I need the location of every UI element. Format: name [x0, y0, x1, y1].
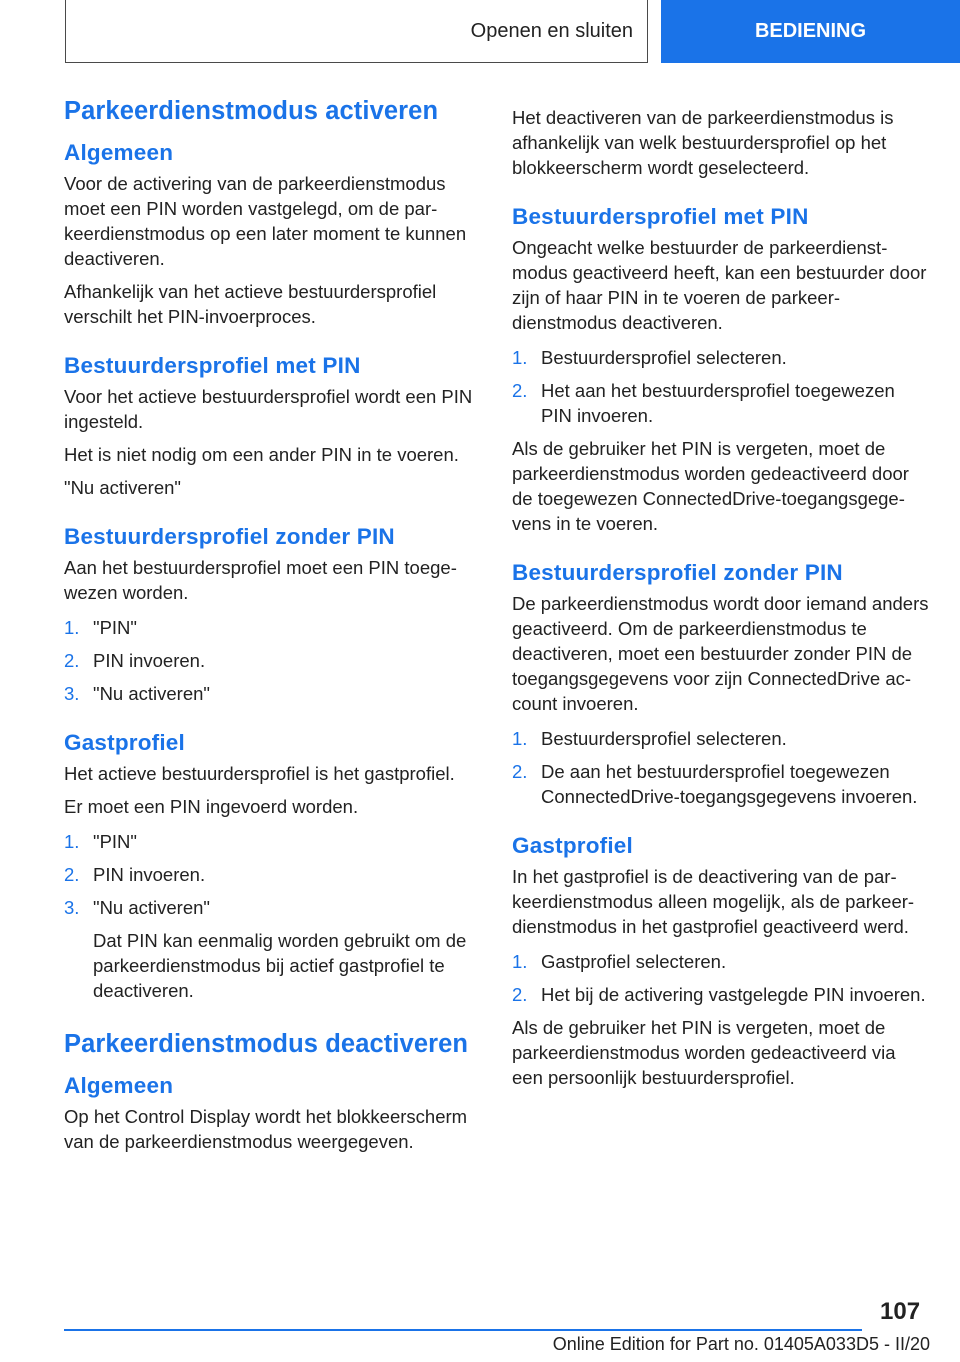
- step-number: 1.: [64, 830, 80, 852]
- paragraph: Afhankelijk van het actieve bestuurdersprofiel verschilt het PIN-invoerproces.: [64, 280, 437, 327]
- right-column: [512, 96, 930, 1098]
- heading-general: Algemeen: [64, 139, 174, 165]
- step-number: 2.: [64, 649, 80, 671]
- step-text: "Nu activeren": [93, 896, 210, 918]
- list-item: [512, 949, 930, 974]
- paragraph: Aan het bestuurdersprofiel moet een PIN toegewezen worden.: [64, 556, 457, 603]
- step-text: PIN invoeren.: [93, 863, 206, 885]
- list-item: [512, 726, 930, 751]
- footer-divider: [64, 1329, 862, 1331]
- step-text: "Nu activeren": [93, 682, 210, 704]
- list-item: [512, 345, 930, 370]
- step-text: Bestuurdersprofiel selecteren.: [541, 347, 787, 368]
- paragraph: In het gastprofiel is de deactivering van de parkeerdienstmodus alleen mogelijk, als de parkeerdienstmodus in het gastprofiel geactiveerd werd.: [512, 866, 915, 937]
- list-item: [64, 862, 484, 887]
- paragraph: Er moet een PIN ingevoerd worden.: [64, 795, 359, 817]
- step-text: "PIN": [93, 830, 137, 852]
- step-list: [512, 949, 930, 1007]
- paragraph: De parkeerdienstmodus wordt door iemand anders geactiveerd. Om de parkeerdienstmodus te deactiveren, moet een bestuurder zonder PIN de toegangsgegevens voor zijn ConnectedDrive account invoeren.: [512, 593, 929, 714]
- heading-guest-profile: Gastprofiel: [512, 833, 633, 858]
- chapter-title: Openen en sluiten: [470, 19, 633, 42]
- list-item: [64, 681, 484, 706]
- left-column: [64, 96, 484, 1162]
- paragraph: Als de gebruiker het PIN is vergeten, moet de parkeerdienstmodus worden gedeactiveerd via een persoonlijk bestuurdersprofiel.: [512, 1017, 896, 1088]
- paragraph: Als de gebruiker het PIN is vergeten, moet de parkeerdienstmodus worden gedeactiveerd door de toegewezen ConnectedDrive-toegangsgegevens in te voeren.: [512, 438, 909, 534]
- step-text: Het bij de activering vastgelegde PIN invoeren.: [541, 984, 926, 1005]
- list-item: [512, 378, 930, 428]
- paragraph: Voor het actieve bestuurdersprofiel wordt een PIN ingesteld.: [64, 385, 473, 432]
- step-number: 3.: [64, 896, 80, 918]
- step-number: 1.: [512, 951, 528, 972]
- step-number: 2.: [512, 761, 528, 782]
- step-text: Gastprofiel selecteren.: [541, 951, 727, 972]
- step-list: [64, 615, 484, 706]
- section-tab: [661, 0, 960, 63]
- footer-edition: Online Edition for Part no. 01405A033D5 - II/20: [552, 1334, 930, 1354]
- heading-guest-profile: Gastprofiel: [64, 729, 185, 755]
- step-text: De aan het bestuurdersprofiel toegewezen ConnectedDrive-toegangsgegevens invoeren.: [541, 761, 918, 807]
- paragraph: Op het Control Display wordt het blokkeerscherm van de parkeerdienstmodus weergegeven.: [64, 1105, 468, 1152]
- heading-activate: Parkeerdienstmodus activeren: [64, 97, 439, 125]
- heading-profile-without-pin: Bestuurdersprofiel zonder PIN: [64, 523, 395, 549]
- step-number: 1.: [64, 616, 80, 638]
- list-item: [64, 829, 484, 854]
- paragraph: Ongeacht welke bestuurder de parkeerdienstmodus geactiveerd heeft, kan een bestuurder door zijn of haar PIN in te voeren de parkeerdienstmodus deactiveren.: [512, 237, 927, 333]
- list-item: [512, 759, 930, 809]
- step-text: Het aan het bestuurdersprofiel toegewezen PIN invoeren.: [541, 380, 895, 426]
- step-list: [512, 345, 930, 428]
- heading-profile-with-pin: Bestuurdersprofiel met PIN: [512, 204, 809, 229]
- step-text: "PIN": [93, 616, 137, 638]
- heading-profile-with-pin: Bestuurdersprofiel met PIN: [64, 352, 361, 378]
- heading-profile-without-pin: Bestuurdersprofiel zonder PIN: [512, 560, 843, 585]
- paragraph: Het deactiveren van de parkeerdienstmodus is afhankelijk van welk bestuurdersprofiel op het blokkeerscherm wordt geselecteerd.: [512, 107, 894, 178]
- step-number: 1.: [512, 728, 528, 749]
- list-item: [64, 648, 484, 673]
- step-list: [512, 726, 930, 809]
- list-item: [64, 895, 484, 1003]
- step-list: [64, 829, 484, 1003]
- step-number: 3.: [64, 682, 80, 704]
- page-number: 107: [880, 1298, 921, 1325]
- paragraph: Het actieve bestuurdersprofiel is het gastprofiel.: [64, 762, 455, 784]
- step-number: 1.: [512, 347, 528, 368]
- step-note: Dat PIN kan eenmalig worden gebruikt om de parkeerdienstmodus bij actief gastprofiel te deactiveren.: [93, 929, 467, 1001]
- list-item: [512, 982, 930, 1007]
- paragraph: "Nu activeren": [64, 476, 181, 498]
- section-title: BEDIENING: [754, 20, 867, 42]
- step-text: Bestuurdersprofiel selecteren.: [541, 728, 787, 749]
- chapter-tab: [65, 0, 648, 63]
- step-number: 2.: [512, 984, 528, 1005]
- list-item: [64, 615, 484, 640]
- step-text: PIN invoeren.: [93, 649, 206, 671]
- heading-deactivate: Parkeerdienstmodus deactiveren: [64, 1029, 469, 1058]
- paragraph: Voor de activering van de parkeerdienstmodus moet een PIN worden vastgelegd, om de parkeerdienstmodus op een later moment te kunnen deactiveren.: [64, 172, 467, 269]
- step-number: 2.: [512, 380, 528, 401]
- paragraph: Het is niet nodig om een ander PIN in te voeren.: [64, 443, 459, 465]
- step-number: 2.: [64, 863, 80, 885]
- heading-general: Algemeen: [64, 1072, 174, 1098]
